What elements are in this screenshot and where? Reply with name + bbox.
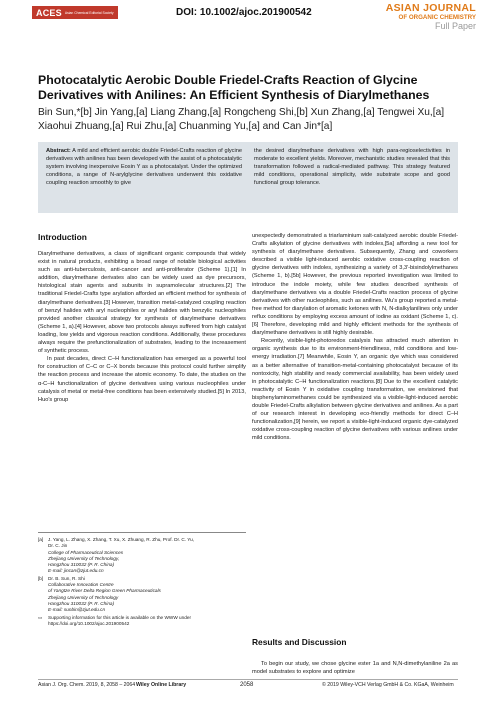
email-link[interactable]: E-mail: jincan@zjut.edu.cn — [48, 568, 104, 574]
paragraph: unexpectedly demonstrated a triarlaminium salt-catalyzed aerobic double Friedel-Crafts alkylation of glycine derivatives with indoles,[5a] affording a new tool for synthesis of diarylmethane derivatives. Subsequently, Zhang and coworkers described a visible light-induced aerobic oxidative cross-coupling reaction of glycine derivatives with indoles, synthesizing a variety of 3,3′-bisindolylmethanes (Scheme 1, b).[5b] However, the previous reported investigation was limited to introduce the indole moiety, while few studies described synthesis of diarylmethane derivatives via a double Friedel-Crafts reaction process of glycine derivatives with other nucleophiles, such as anilines. Wu's group reported a metal-free method for diarylation of aromatic ketones with N, N-dialkylanilines only under reflux conditions by employing excess amount of iodine as oxidant (Scheme 1, c).[6] Therefore, developing mild and highly efficient methods for the synthesis of diarylmethane derivatives is still highly desirable. — [252, 233, 458, 337]
paragraph: To begin our study, we chose glycine ester 1a and N,N-dimethylaniline 2a as model substrates to explore and optimize — [252, 661, 458, 676]
aces-logo — [32, 6, 118, 19]
supporting-info-note: ▭ Supporting information for this article is available on the WWW under https://doi.org/10.1002/ajoc.201900542 — [38, 614, 192, 626]
paragraph: Recently, visible-light-photoredox catalysis has attracted much attention in organic synthesis due to its environment-friendliness, mild conditions and low-energy irradiation.[7] Meanwhile, Eosin Y, an organic dye which was considered as a better alternative of transition-metal-containing photocatalyst because of its nontoxicity, high stability and ready commercial availability, has been widely used in photocatalytic C–H functionalization reactions.[8] Due to the excellent catalytic reactivity of Eosin Y in oxidative coupling transformation, we envisioned that bisphenylaminomethanes could be synthesized via a visible-light-induced aerobic double Friedel-Crafts alkylation between glycine derivatives and anilines. As a part of our research interest in developing eco-friendly methods for direct C–H functionalization,[9] herein, we report a visible-light-induced organic dye-catalyzed oxidative cross-coupling reaction of glycine derivatives with various anilines under mild conditions. — [252, 338, 458, 442]
supporting-info-link[interactable]: https://doi.org/10.1002/ajoc.201900542 — [48, 620, 130, 626]
authors-line-1: Bin Sun,*[b] Jin Yang,[a] Liang Zhang,[a] Rongcheng Shi,[b] Xun Zhang,[a] Tengwei Xu,[a] — [38, 107, 445, 118]
affiliation-footnotes — [38, 537, 246, 627]
abstract-box — [38, 142, 458, 213]
citation: Asian J. Org. Chem. 2019, 8, 2058 – 2064 — [38, 682, 136, 688]
page-header — [0, 0, 496, 58]
logo-text: ACES — [36, 7, 62, 18]
abstract-label: Abstract: — [46, 148, 71, 154]
introduction-heading: Introduction — [38, 232, 87, 242]
paragraph: In past decades, direct C–H functionalization has emerged as a powerful tool for construction of C–C or C–X bonds because this protocol could further simplify the reaction process and increase the atomic economy. To date, the studies on the α-C–H functionalization of glycine derivatives using various nucleophiles under catalysis of metal or metal-free conditions has been extensively studied.[5] In 2013, Huo's group — [38, 356, 246, 403]
footnote-divider — [38, 532, 246, 533]
author-list — [38, 106, 468, 133]
article-title: Photocatalytic Aerobic Double Friedel-Crafts Reaction of Glycine Derivatives with Anilines: An Efficient Synthesis of Diarylmethanes — [38, 73, 430, 102]
copyright: © 2019 Wiley-VCH Verlag GmbH & Co. KGaA, Weinheim — [322, 682, 454, 688]
logo-subtext: Asian Chemical Editorial Society — [64, 10, 114, 15]
results-text — [252, 660, 458, 676]
footnote-b: [b] Dr. B. Sun, R. Shi Collaborative Innovation Centre of Yangtze River Delta Region Green Pharmaceuticals Zhejiang University of Technology Hangzhou 310032 (P. R. China) E-mail: sunbin@zjut.edu.cn — [38, 575, 161, 613]
article-type: Full Paper — [434, 21, 476, 31]
left-column — [38, 250, 246, 404]
wiley-online-library-link[interactable]: Wiley Online Library — [136, 682, 187, 688]
right-column — [252, 232, 458, 442]
journal-logo — [386, 3, 476, 31]
abstract-right: the desired diarylmethane derivatives with high para-regioselectivities in moderate to excellent yields. Moreover, mechanistic studies revealed that this transformation followed a radical-mediated pathway. This strategy featured mild conditions, operational simplicity, wide substrate scope and good functional group tolerance. — [254, 148, 450, 186]
paragraph: Diarylmethane derivatives, a class of significant organic compounds that widely exist in natural products, exhibiting a broad range of notable biological activities such as anti-tuberculosis, anti-cancer and anti-proliferator (Scheme 1).[1] In addition, diarylmethane derivates also can be widely used as dye precursors, histological stain agents and subunits in supramolecular structures.[2] The traditional Friedel-Crafts type arylation afforded an efficient method for synthesis of diarylmethane derivatives.[3] However, transition metal-catalyzed coupling reaction of benzyl halides with aryl nucleophiles or aryl halides with benzylic nucleophiles provided another classical strategy for synthesis of diarylmethane derivatives (Scheme 1, a).[4] However, above two protocols always suffered from high catalyst loading, low yields and vigorous reaction conditions. Additionally, these procedures always require the prefunctionalization of substrates, leading to the increasement of synthetic process. — [38, 251, 246, 355]
page-number: 2058 — [240, 682, 254, 688]
abstract-left — [46, 147, 242, 208]
email-link[interactable]: E-mail: sunbin@zjut.edu.cn — [48, 607, 106, 613]
journal-name-line1: ASIAN JOURNAL — [385, 2, 476, 14]
results-heading: Results and Discussion — [252, 637, 347, 647]
supporting-info-icon: ▭ — [38, 614, 43, 620]
abstract-left-text: A mild and efficient aerobic double Friedel-Crafts reaction of glycine derivatives with anilines has been developed with the assist of a photocatalytic system involving inexpensive Eosin Y as a photocatalyst. Under the optimized conditions, a range of N-arylglycine derivatives underwent this oxidative coupling reaction smoothly to give — [46, 148, 243, 186]
authors-line-2: Xiaohui Zhuang,[a] Rui Zhu,[a] Chuanming Yu,[a] and Can Jin*[a] — [38, 120, 333, 132]
journal-name-line2: OF ORGANIC CHEMISTRY — [398, 14, 476, 21]
footer-divider — [38, 679, 458, 680]
footnote-a: [a] J. Yang, L. Zhang, X. Zhang, T. Xu, X. Zhuang, R. Zhu, Prof. Dr. C. Yu, Dr. C. Jin College of Pharmaceutical Sciences Zhejiang University of Technology, Hangzhou 310032 (P. R. China) E-mail: jincan@zjut.edu.cn — [38, 537, 195, 574]
doi-link[interactable]: DOI: 10.1002/ajoc.201900542 — [176, 7, 312, 18]
